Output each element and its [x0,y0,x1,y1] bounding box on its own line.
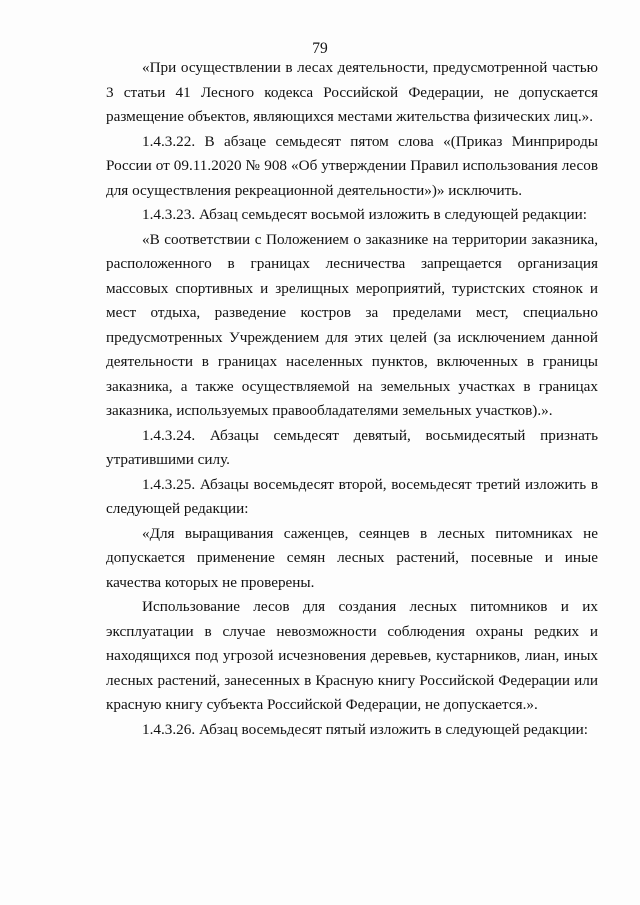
paragraph-1-4-3-23: 1.4.3.23. Абзац семьдесят восьмой изложить в следующей редакции: [142,206,587,223]
paragraph-quote-nursery: «Для выращивания саженцев, сеянцев в лесных питомниках не допускается применение семян лесных растений, посевные и иные качества которых не проверены. [106,524,598,591]
paragraph-1-4-3-26: 1.4.3.26. Абзац восемьдесят пятый изложить в следующей редакции: [142,720,589,738]
page-number: 79 [312,40,328,57]
paragraph-1-4-3-25: 1.4.3.25. Абзацы восемьдесят второй, восемьдесят третий изложить в следующей редакции: [106,475,598,517]
paragraph-forest-use: Использование лесов для создания лесных питомников и их эксплуатации в случае невозможности соблюдения охраны редких и находящихся под угрозой исчезновения деревьев, кустарников, лиан, иных лесных растений, занесенных в Красную книгу Российской Федерации или красную книгу субъекта Российской Федерации, не допускается.». [106,598,598,713]
paragraph-1-4-3-22: 1.4.3.22. В абзаце семьдесят пятом слова «(Приказ Минприроды России от 09.11.2020 № 908 «Об утверждении Правил использования лесов для осуществления рекреационной деятельности»)» исключить. [106,132,598,199]
document-body [106,56,598,742]
paragraph-quote-article-41: «При осуществлении в лесах деятельности, предусмотренной частью 3 статьи 41 Лесного кодекса Российской Федерации, не допускается размещение объектов, являющихся местами жительства физических лиц.». [106,59,598,125]
paragraph-1-4-3-24: 1.4.3.24. Абзацы семьдесят девятый, восьмидесятый признать утратившими силу. [106,426,598,468]
paragraph-quote-zakaznik: «В соответствии с Положением о заказнике на территории заказника, расположенного в границах лесничества запрещается организация массовых спортивных и зрелищных мероприятий, туристских стоянок и мест отдыха, разведение костров за пределами мест, специально предусмотренных Учреждением для этих целей (за исключением данной деятельности в границах населенных пунктов, включенных в границы заказника, а также осуществляемой на земельных участках в границах заказника, используемых правообладателями земельных участков).». [106,230,598,419]
